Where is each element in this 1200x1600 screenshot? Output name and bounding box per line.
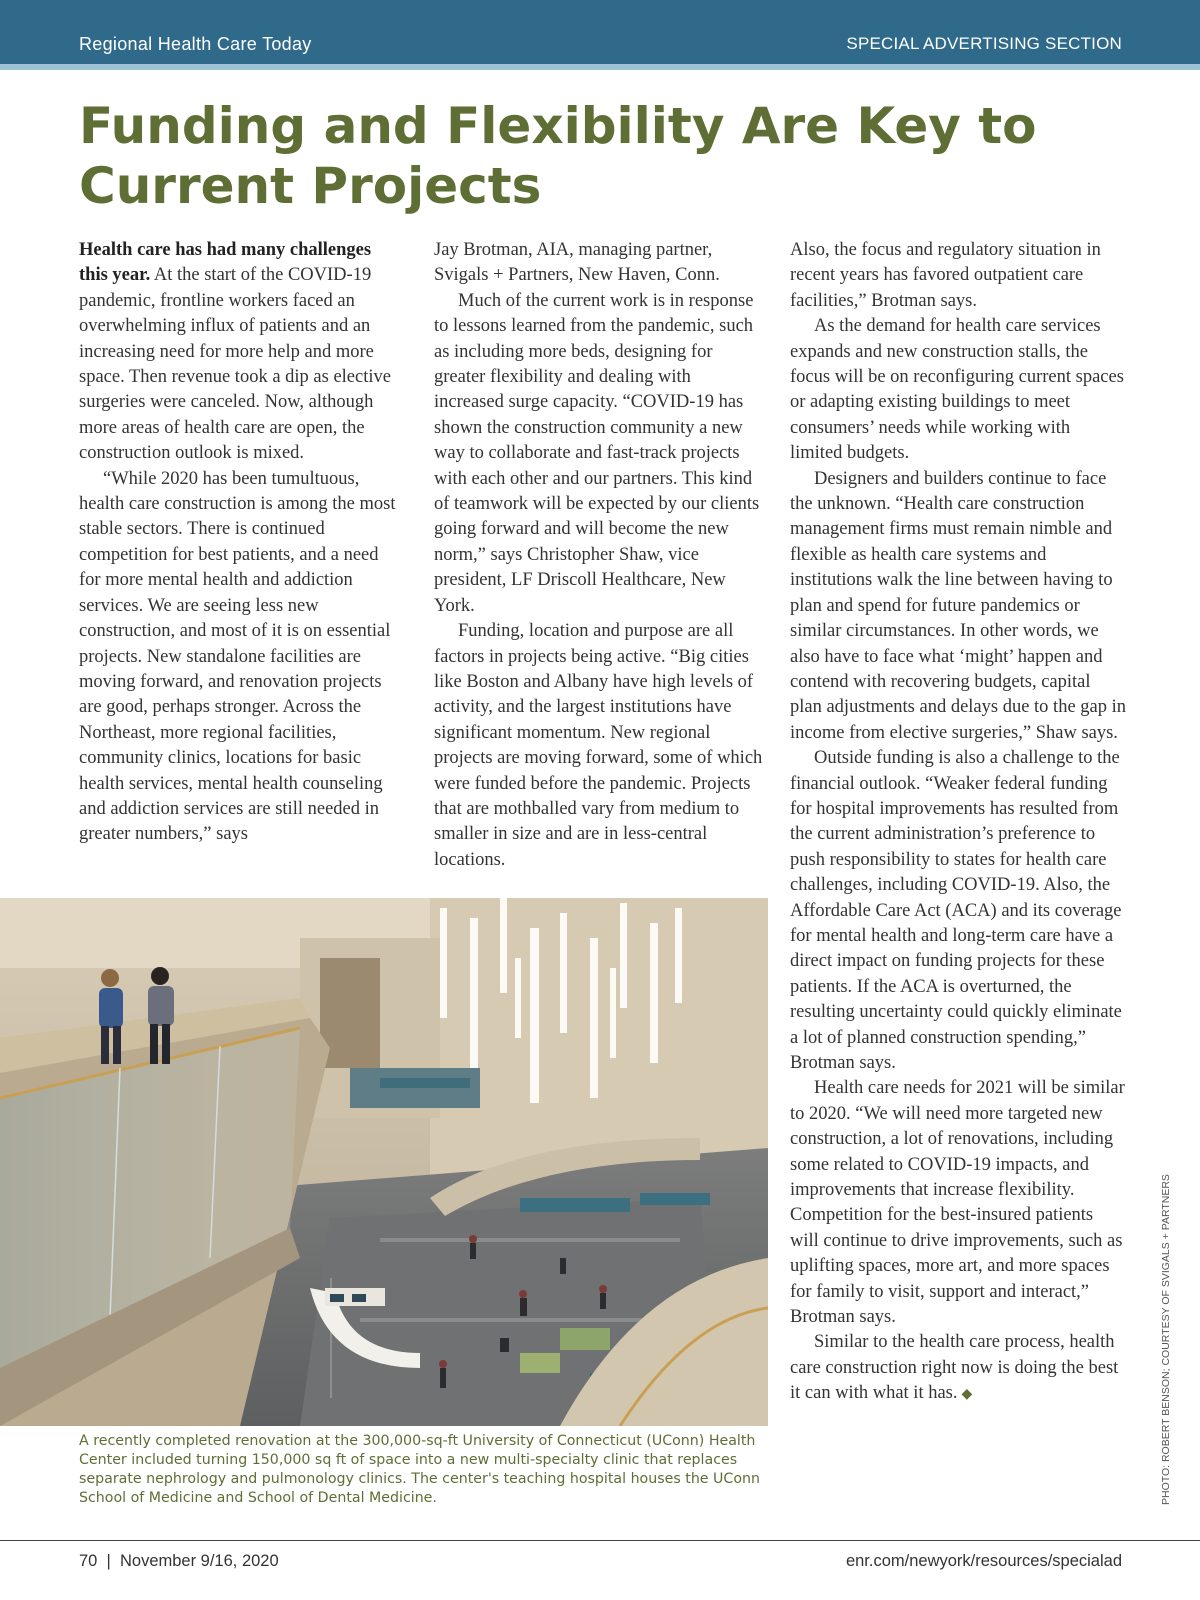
article-paragraph: “While 2020 has been tumultuous, health care construction is among the most stable sectors. There is continued competition for best patients, and a need for more mental health and addiction services. We are seeing less new construction, and most of it is on essential projects. New standalone facilities are moving forward, and renovation projects are good, perhaps stronger. Across the Northeast, more regional facilities, community clinics, locations for basic health services, mental health counseling and addiction services are still needed in greater numbers,” says	[79, 468, 396, 845]
photo-caption: A recently completed renovation at the 300,000-sq-ft University of Connecticut (UConn) Health Center included turning 150,000 sq ft of space into a new multi-specialty clinic that replaces separate nephrology and pulmonology clinics. The center's teaching hospital houses the UConn School of Medicine and School of Dental Medicine.	[79, 1433, 760, 1506]
advertising-label: SPECIAL ADVERTISING SECTION	[846, 34, 1122, 53]
article-column-1	[79, 238, 397, 848]
footer-divider	[0, 1540, 1200, 1541]
article-paragraph: Funding, location and purpose are all factors in projects being active. “Big cities like Boston and Albany have high levels of activity, and the largest institutions have significant momentum. New regional projects are moving forward, some of which were funded before the pandemic. Projects that are mothballed vary from medium to smaller in size and are in less-central locations.	[434, 621, 763, 870]
article-paragraph	[790, 1330, 1126, 1407]
headline: Funding and Flexibility Are Key to Current Projects	[79, 97, 1037, 215]
atrium-photo	[0, 898, 768, 1426]
footer-url: enr.com/newyork/resources/specialad	[845, 1552, 1122, 1570]
article-paragraph: Jay Brotman, AIA, managing partner, Svigals + Partners, New Haven, Conn.	[434, 240, 720, 286]
article-paragraph: Health care needs for 2021 will be similar to 2020. “We will need more targeted new construction, a lot of renovations, including some related to COVID-19 impacts, and improvements that increase flexibility. Competition for the best-insured patients will continue to drive improvements, such as uplifting spaces, more art, and more spaces for family to visit, support and interact,” Brotman says.	[790, 1078, 1125, 1328]
atrium-illustration	[0, 898, 768, 1426]
photo-credit: PHOTO: ROBERT BENSON; COURTESY OF SVIGALS + PARTNERS	[1160, 1174, 1172, 1505]
article-column-3	[790, 238, 1126, 1408]
section-title: Regional Health Care Today	[79, 34, 312, 54]
article-paragraph: Outside funding is also a challenge to the financial outlook. “Weaker federal funding for hospital improvements has resulted from the current administration’s preference to push responsibility to states for health care challenges, including COVID-19. Also, the Affordable Care Act (ACA) and its coverage for mental health and long-term care have a direct impact on funding projects for these patients. If the ACA is overturned, the resulting uncertainty could quickly eliminate a lot of planned construction spending,” Brotman says.	[790, 748, 1122, 1073]
footer-page-info: 70 | November 9/16, 2020	[79, 1552, 279, 1570]
article-lead: Health care has had many challenges this year.	[79, 240, 372, 286]
article-paragraph: Much of the current work is in response to lessons learned from the pandemic, such as including more beds, designing for greater flexibility and dealing with increased surge capacity. “COVID-19 has shown the construction community a new way to collaborate and fast-track projects with each other and our partners. This kind of teamwork will be expected by our clients going forward and will become the new norm,” says Christopher Shaw, vice president, LF Driscoll Healthcare, New York.	[434, 290, 760, 616]
end-mark-icon: ◆	[961, 1387, 973, 1403]
article-paragraph: As the demand for health care services expands and new construction stalls, the focus will be on reconfiguring current spaces or adapting existing buildings to meet consumers’ needs while working with limited budgets.	[790, 316, 1124, 464]
article-column-2	[434, 238, 764, 873]
article-paragraph: Designers and builders continue to face the unknown. “Health care construction management firms must remain nimble and flexible as health care systems and institutions walk the line between having to plan and spend for future pandemics or similar circumstances. In other words, we also have to face what ‘might’ happen and contend with recovering budgets, capital plan adjustments and delays due to the gap in income from elective surgeries,” Shaw says.	[790, 468, 1127, 743]
header-bar	[0, 0, 1200, 70]
paragraph-text: At the start of the COVID-19 pandemic, frontline workers faced an overwhelming influx of patients and an increasing need for more help and more space. Then revenue took a dip as elective surgeries were canceled. Now, although more areas of health care are open, the construction outlook is mixed.	[79, 265, 391, 464]
article-paragraph	[79, 238, 397, 467]
article-paragraph: Also, the focus and regulatory situation in recent years has favored outpatient care facilities,” Brotman says.	[790, 240, 1101, 311]
paragraph-text: Similar to the health care process, health care construction right now is doing the best it can with what it has.	[790, 1332, 1119, 1404]
